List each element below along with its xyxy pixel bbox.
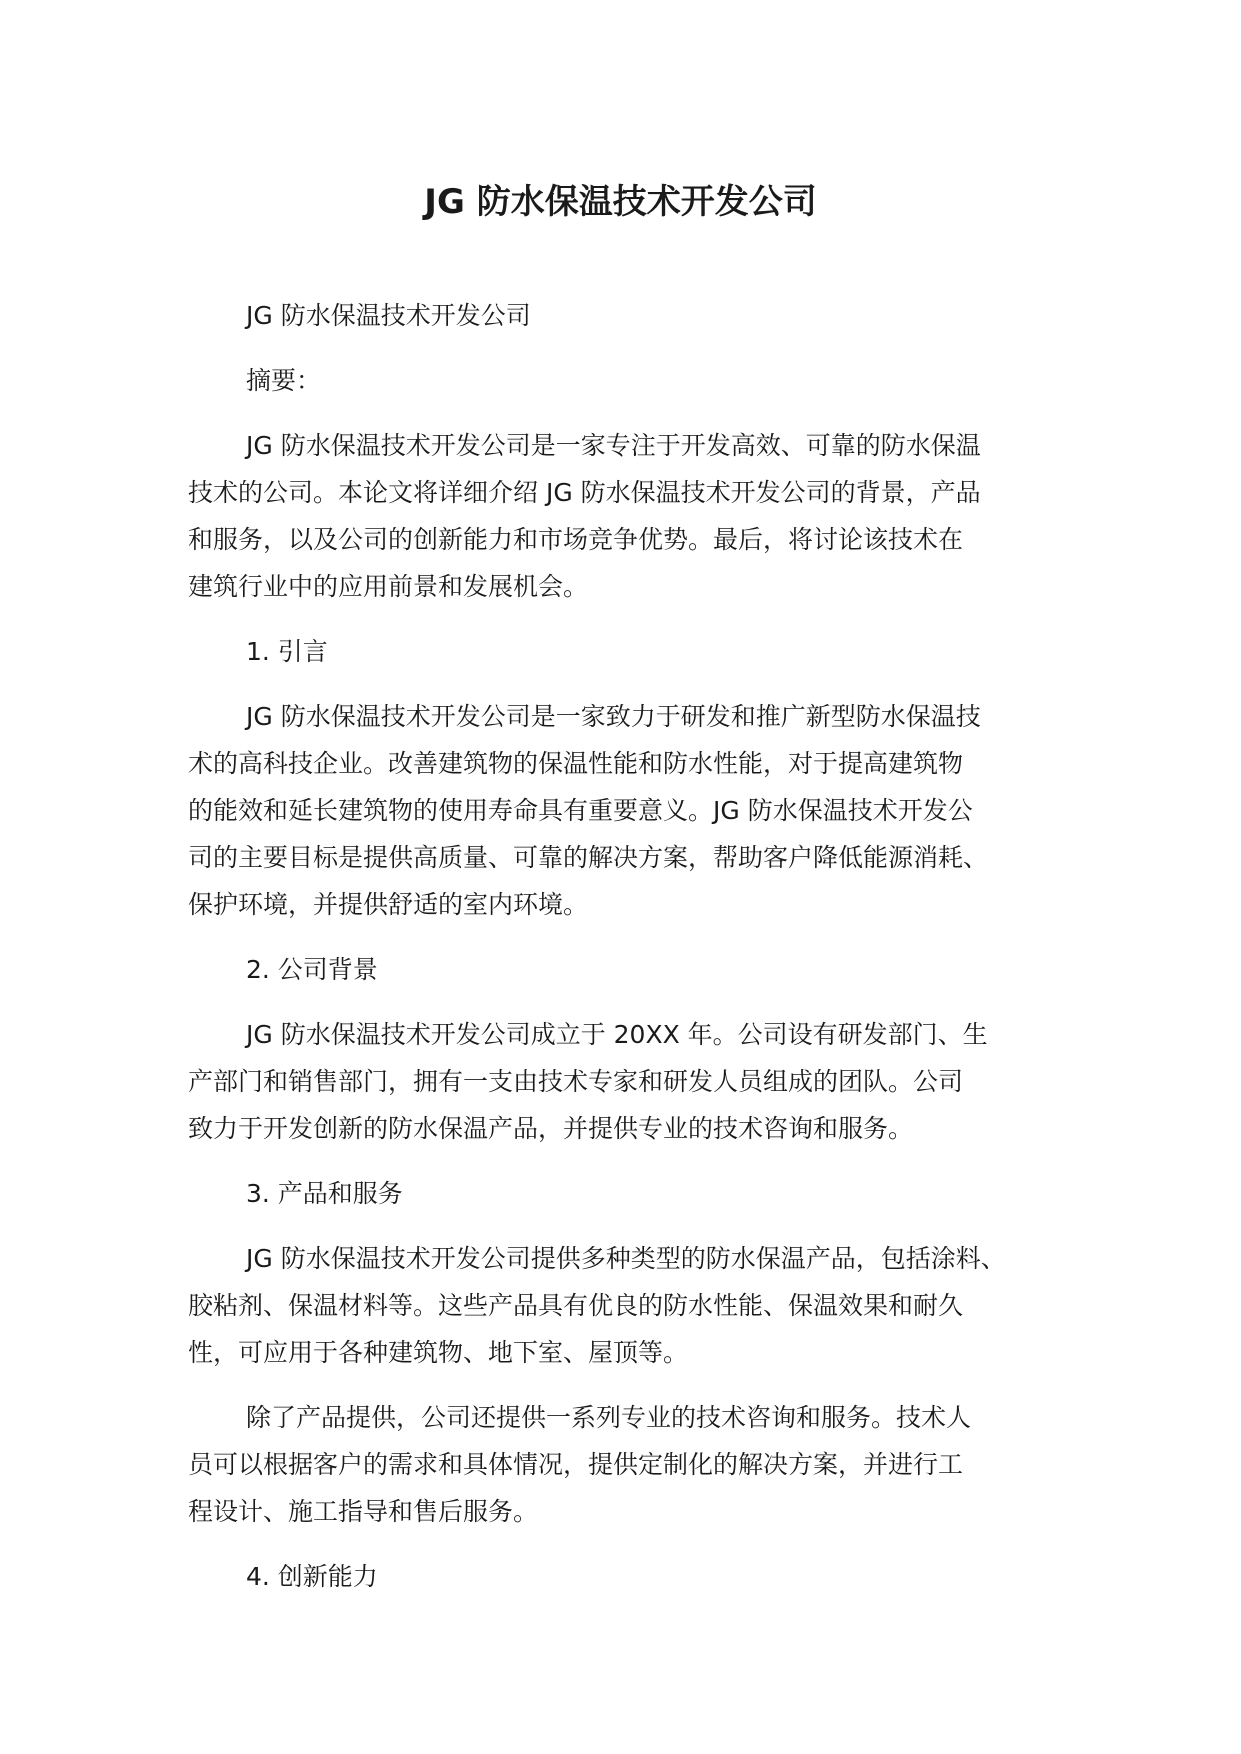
paragraph-line: JG 防水保温技术开发公司提供多种类型的防水保温产品，包括涂料、 (246, 1244, 1006, 1273)
paragraph (188, 422, 1068, 610)
paragraph-line: JG 防水保温技术开发公司是一家致力于研发和推广新型防水保温技 (246, 702, 981, 731)
paragraph (188, 693, 1068, 928)
paragraph-line: 程设计、施工指导和售后服务。 (188, 1497, 539, 1526)
paragraph-line: 胶粘剂、保温材料等。这些产品具有优良的防水性能、保温效果和耐久 (188, 1291, 964, 1320)
paragraph (188, 628, 1068, 675)
paragraph (188, 1235, 1068, 1376)
paragraph-line: JG 防水保温技术开发公司成立于 20XX 年。公司设有研发部门、生 (246, 1020, 988, 1049)
paragraph-line: 的能效和延长建筑物的使用寿命具有重要意义。JG 防水保温技术开发公 (188, 796, 973, 825)
paragraph-line: 致力于开发创新的防水保温产品，并提供专业的技术咨询和服务。 (188, 1114, 914, 1143)
paragraph-line: 建筑行业中的应用前景和发展机会。 (188, 572, 589, 601)
paragraph-line: 1. 引言 (246, 637, 328, 666)
paragraph-line: 除了产品提供，公司还提供一系列专业的技术咨询和服务。技术人 (246, 1403, 972, 1432)
paragraph-line: 员可以根据客户的需求和具体情况，提供定制化的解决方案，并进行工 (188, 1450, 964, 1479)
paragraph-line: 技术的公司。本论文将详细介绍 JG 防水保温技术开发公司的背景，产品 (188, 478, 981, 507)
paragraph-line: 2. 公司背景 (246, 955, 378, 984)
document-title: JG 防水保温技术开发公司 (424, 182, 817, 222)
paragraph (188, 1011, 1068, 1152)
paragraph (188, 292, 1068, 339)
paragraph-line: JG 防水保温技术开发公司是一家专注于开发高效、可靠的防水保温 (246, 431, 981, 460)
paragraph (188, 946, 1068, 993)
document-body (188, 292, 1068, 1618)
paragraph-line: 保护环境，并提供舒适的室内环境。 (188, 890, 589, 919)
paragraph-line: 4. 创新能力 (246, 1562, 378, 1591)
paragraph (188, 357, 1068, 404)
paragraph-line: 产部门和销售部门，拥有一支由技术专家和研发人员组成的团队。公司 (188, 1067, 964, 1096)
paragraph-line: 术的高科技企业。改善建筑物的保温性能和防水性能，对于提高建筑物 (188, 749, 964, 778)
paragraph-line: 性，可应用于各种建筑物、地下室、屋顶等。 (188, 1338, 689, 1367)
paragraph (188, 1170, 1068, 1217)
paragraph-line: JG 防水保温技术开发公司 (246, 301, 531, 330)
paragraph-line: 摘要： (246, 366, 322, 395)
paragraph-line: 司的主要目标是提供高质量、可靠的解决方案，帮助客户降低能源消耗、 (188, 843, 989, 872)
paragraph (188, 1394, 1068, 1535)
paragraph (188, 1553, 1068, 1600)
paragraph-line: 和服务，以及公司的创新能力和市场竞争优势。最后，将讨论该技术在 (188, 525, 964, 554)
paragraph-line: 3. 产品和服务 (246, 1179, 403, 1208)
